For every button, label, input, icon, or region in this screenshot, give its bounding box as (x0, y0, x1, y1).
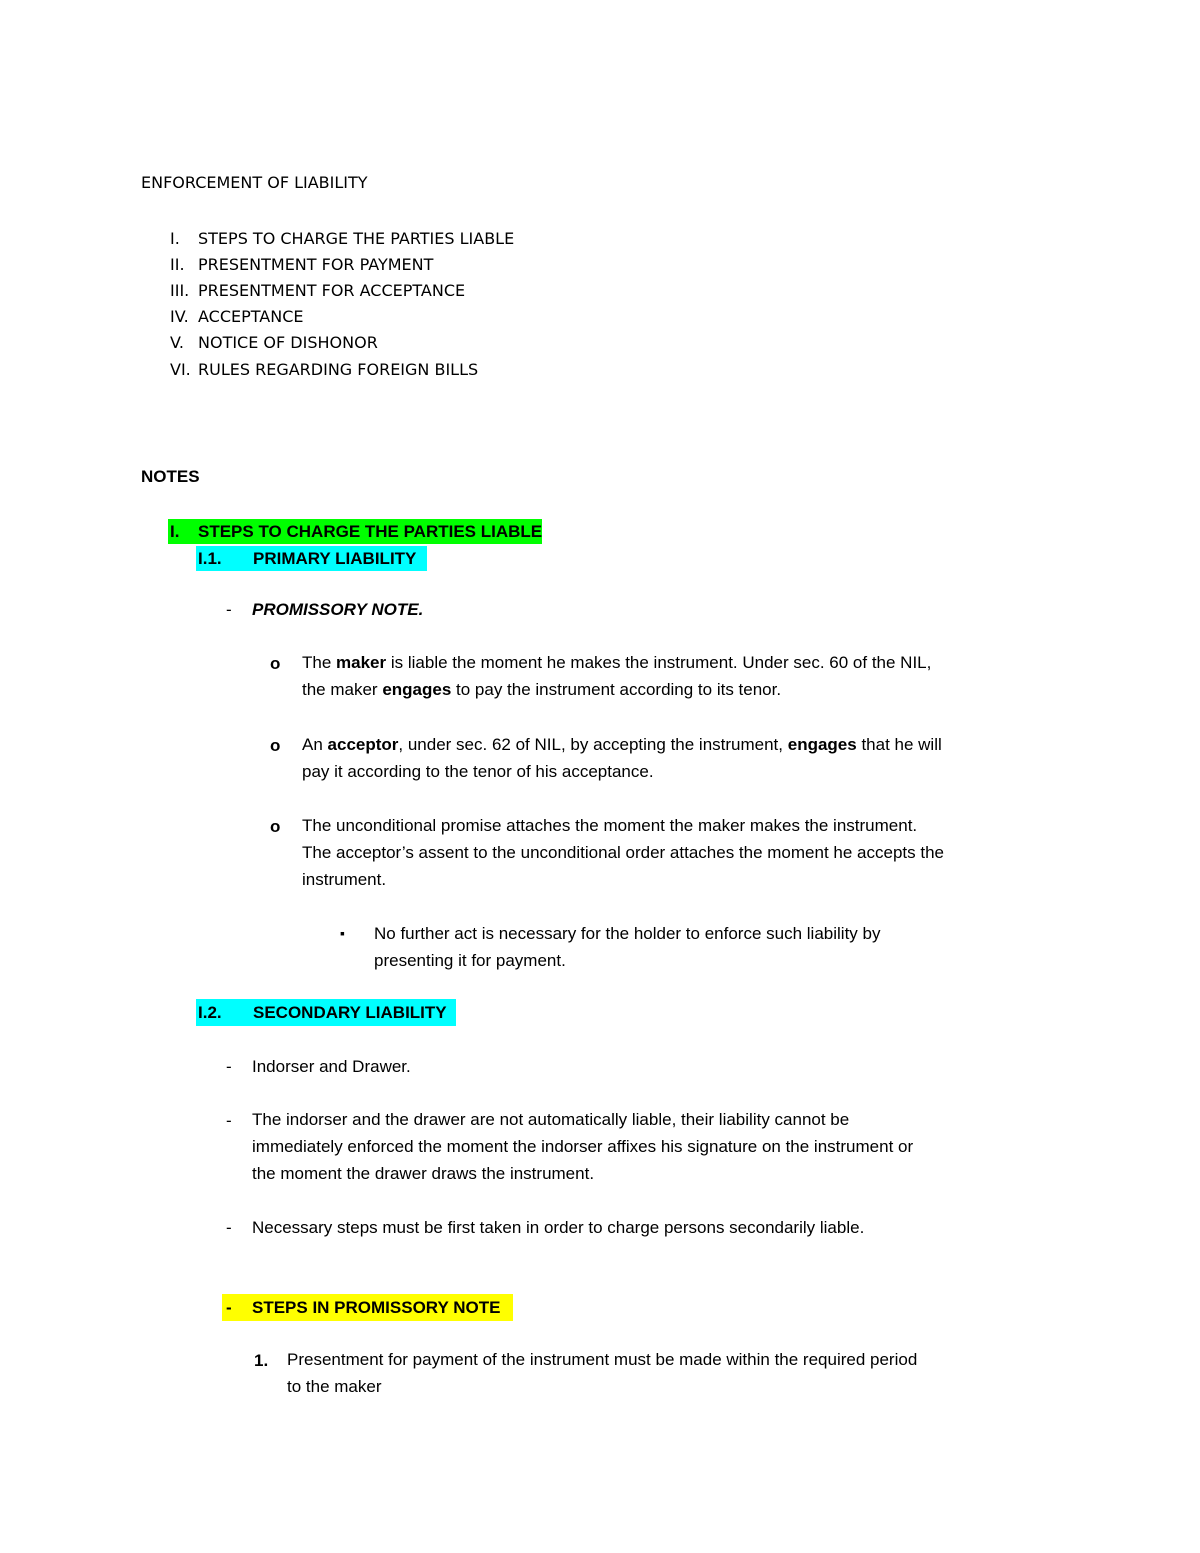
outline-item: PRESENTMENT FOR PAYMENT (198, 255, 434, 274)
notes-heading: NOTES (141, 467, 200, 486)
section-heading-steps (168, 519, 542, 544)
steps-promissory-heading (222, 1294, 513, 1321)
dash-marker: - (226, 1218, 232, 1237)
sub-bullet-text: No further act is necessary for the holder to enforce such liability by presenting it for payment. (374, 924, 881, 970)
outline-num: V. (170, 333, 184, 352)
subsection-heading-primary (196, 546, 427, 571)
outline-num: II. (170, 255, 185, 274)
bullet-text: The maker is liable the moment he makes the instrument. Under sec. 60 of the NIL, the maker engages to pay the instrument according to its tenor. (302, 653, 932, 699)
outline-item: STEPS TO CHARGE THE PARTIES LIABLE (198, 229, 515, 248)
outline-num: VI. (170, 360, 191, 379)
subsection-title: PRIMARY LIABILITY (253, 549, 417, 568)
dash-item-text: Indorser and Drawer. (252, 1057, 411, 1076)
bullet-marker: o (270, 817, 281, 836)
document-title: ENFORCEMENT OF LIABILITY (141, 173, 368, 192)
section-title: STEPS TO CHARGE THE PARTIES LIABLE (198, 522, 543, 541)
subsection-heading-secondary (196, 999, 456, 1026)
promissory-note-label: PROMISSORY NOTE. (252, 600, 424, 619)
bullet-marker: o (270, 736, 281, 755)
outline-item: ACCEPTANCE (198, 307, 304, 326)
outline-num: III. (170, 281, 190, 300)
outline-item: NOTICE OF DISHONOR (198, 333, 378, 352)
dash-marker: - (226, 600, 232, 619)
numbered-marker: 1. (254, 1351, 269, 1370)
section-number: I. (170, 522, 180, 541)
dash-item-text: Necessary steps must be first taken in order to charge persons secondarily liable. (252, 1218, 865, 1237)
subsection-title: SECONDARY LIABILITY (253, 1003, 447, 1022)
bullet-text: An acceptor, under sec. 62 of NIL, by accepting the instrument, engages that he will pay it according to the tenor of his acceptance. (302, 735, 942, 781)
bullet-marker: o (270, 654, 281, 673)
outline-item: RULES REGARDING FOREIGN BILLS (198, 360, 479, 379)
dash-marker: - (226, 1298, 232, 1317)
dash-marker: - (226, 1111, 232, 1130)
bullet-text: The unconditional promise attaches the moment the maker makes the instrument. The acceptor’s assent to the unconditional order attaches the moment he accepts the instrument. (302, 816, 944, 889)
outline-num: I. (170, 229, 180, 248)
subsection-number: I.1. (198, 549, 222, 568)
subsection-number: I.2. (198, 1003, 222, 1022)
numbered-item-text: Presentment for payment of the instrument must be made within the required period to the maker (287, 1350, 918, 1396)
square-bullet-marker: ▪ (340, 925, 345, 941)
outline-item: PRESENTMENT FOR ACCEPTANCE (198, 281, 466, 300)
dash-item-text: The indorser and the drawer are not automatically liable, their liability cannot be immediately enforced the moment the indorser affixes his signature on the instrument or the moment the drawer draws the instrument. (252, 1110, 914, 1183)
steps-promissory-title: STEPS IN PROMISSORY NOTE (252, 1298, 501, 1317)
dash-marker: - (226, 1057, 232, 1076)
outline-num: IV. (170, 307, 189, 326)
